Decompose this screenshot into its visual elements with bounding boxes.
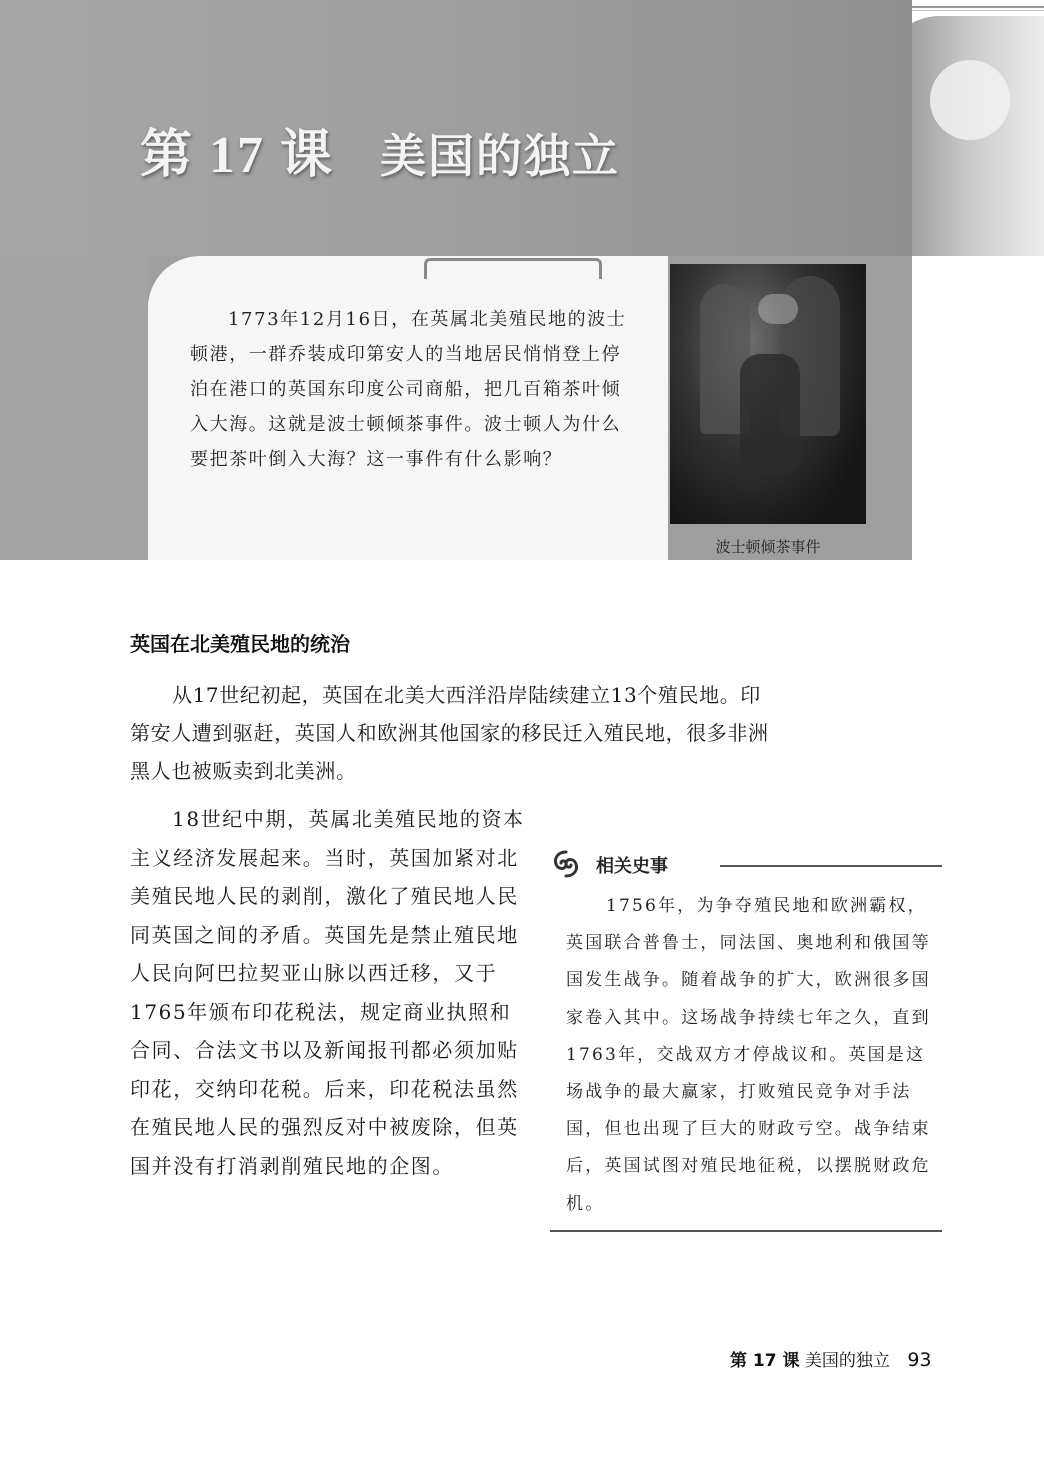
lesson-name: 美国的独立	[380, 129, 621, 183]
sidebar-title-rule	[720, 865, 942, 867]
footer-lesson-name: 美国的独立	[804, 1351, 890, 1371]
footer-lesson-label: 第 17 课	[730, 1351, 800, 1371]
lesson-title	[140, 112, 620, 187]
intro-text: 1773年12月16日，在英属北美殖民地的波士顿港，一群乔装成印第安人的当地居民悄悄登上停泊在港口的英国东印度公司商船，把几百箱茶叶倾入大海。这就是波士顿倾茶事件。波士顿人为什么要把茶叶倒入大海？这一事件有什么影响？	[190, 309, 627, 470]
bracket-decoration	[424, 258, 602, 279]
body-paragraph-2: 18世纪中期，英属北美殖民地的资本主义经济发展起来。当时，英国加紧对北美殖民地人民的剥削，激化了殖民地人民同英国之间的矛盾。英国先是禁止殖民地人民向阿巴拉契亚山脉以西迁移，又于1765年颁布印花税法，规定商业执照和合同、合法文书以及新闻报刊都必须加贴印花，交纳印花税。后来，印花税法虽然在殖民地人民的强烈反对中被废除，但英国并没有打消剥削殖民地的企图。	[130, 807, 525, 1178]
intro-left-band	[0, 256, 148, 560]
sidebar-text: 1756年，为争夺殖民地和欧洲霸权，英国联合普鲁士，同法国、奥地利和俄国等国发生战争。随着战争的扩大，欧洲很多国家卷入其中。这场战争持续七年之久，直到1763年，交战双方才停战议和。英国是这场战争的最大赢家，打败殖民竞争对手法国，但也出现了巨大的财政亏空。战争结束后，英国试图对殖民地征税，以摆脱财政危机。	[566, 896, 931, 1214]
photo-figure	[740, 354, 800, 474]
lesson-label: 第 17 课	[140, 127, 335, 184]
photo-highlight	[758, 294, 798, 324]
history-swirl-icon	[550, 848, 582, 880]
page-footer	[730, 1346, 932, 1371]
sidebar-bottom-rule	[550, 1230, 942, 1232]
page-number: 93	[907, 1349, 932, 1371]
banner-knob-decoration	[930, 60, 1010, 140]
boston-tea-party-photo	[670, 264, 866, 524]
sidebar-header	[550, 846, 942, 886]
section-heading: 英国在北美殖民地的统治	[130, 632, 350, 656]
sidebar-title: 相关史事	[596, 856, 668, 877]
body-paragraph-1: 从17世纪初起，英国在北美大西洋沿岸陆续建立13个殖民地。印第安人遭到驱赶，英国人和欧洲其他国家的移民迁入殖民地，很多非洲黑人也被贩卖到北美洲。	[130, 683, 769, 783]
photo-caption: 波士顿倾茶事件	[715, 538, 821, 556]
